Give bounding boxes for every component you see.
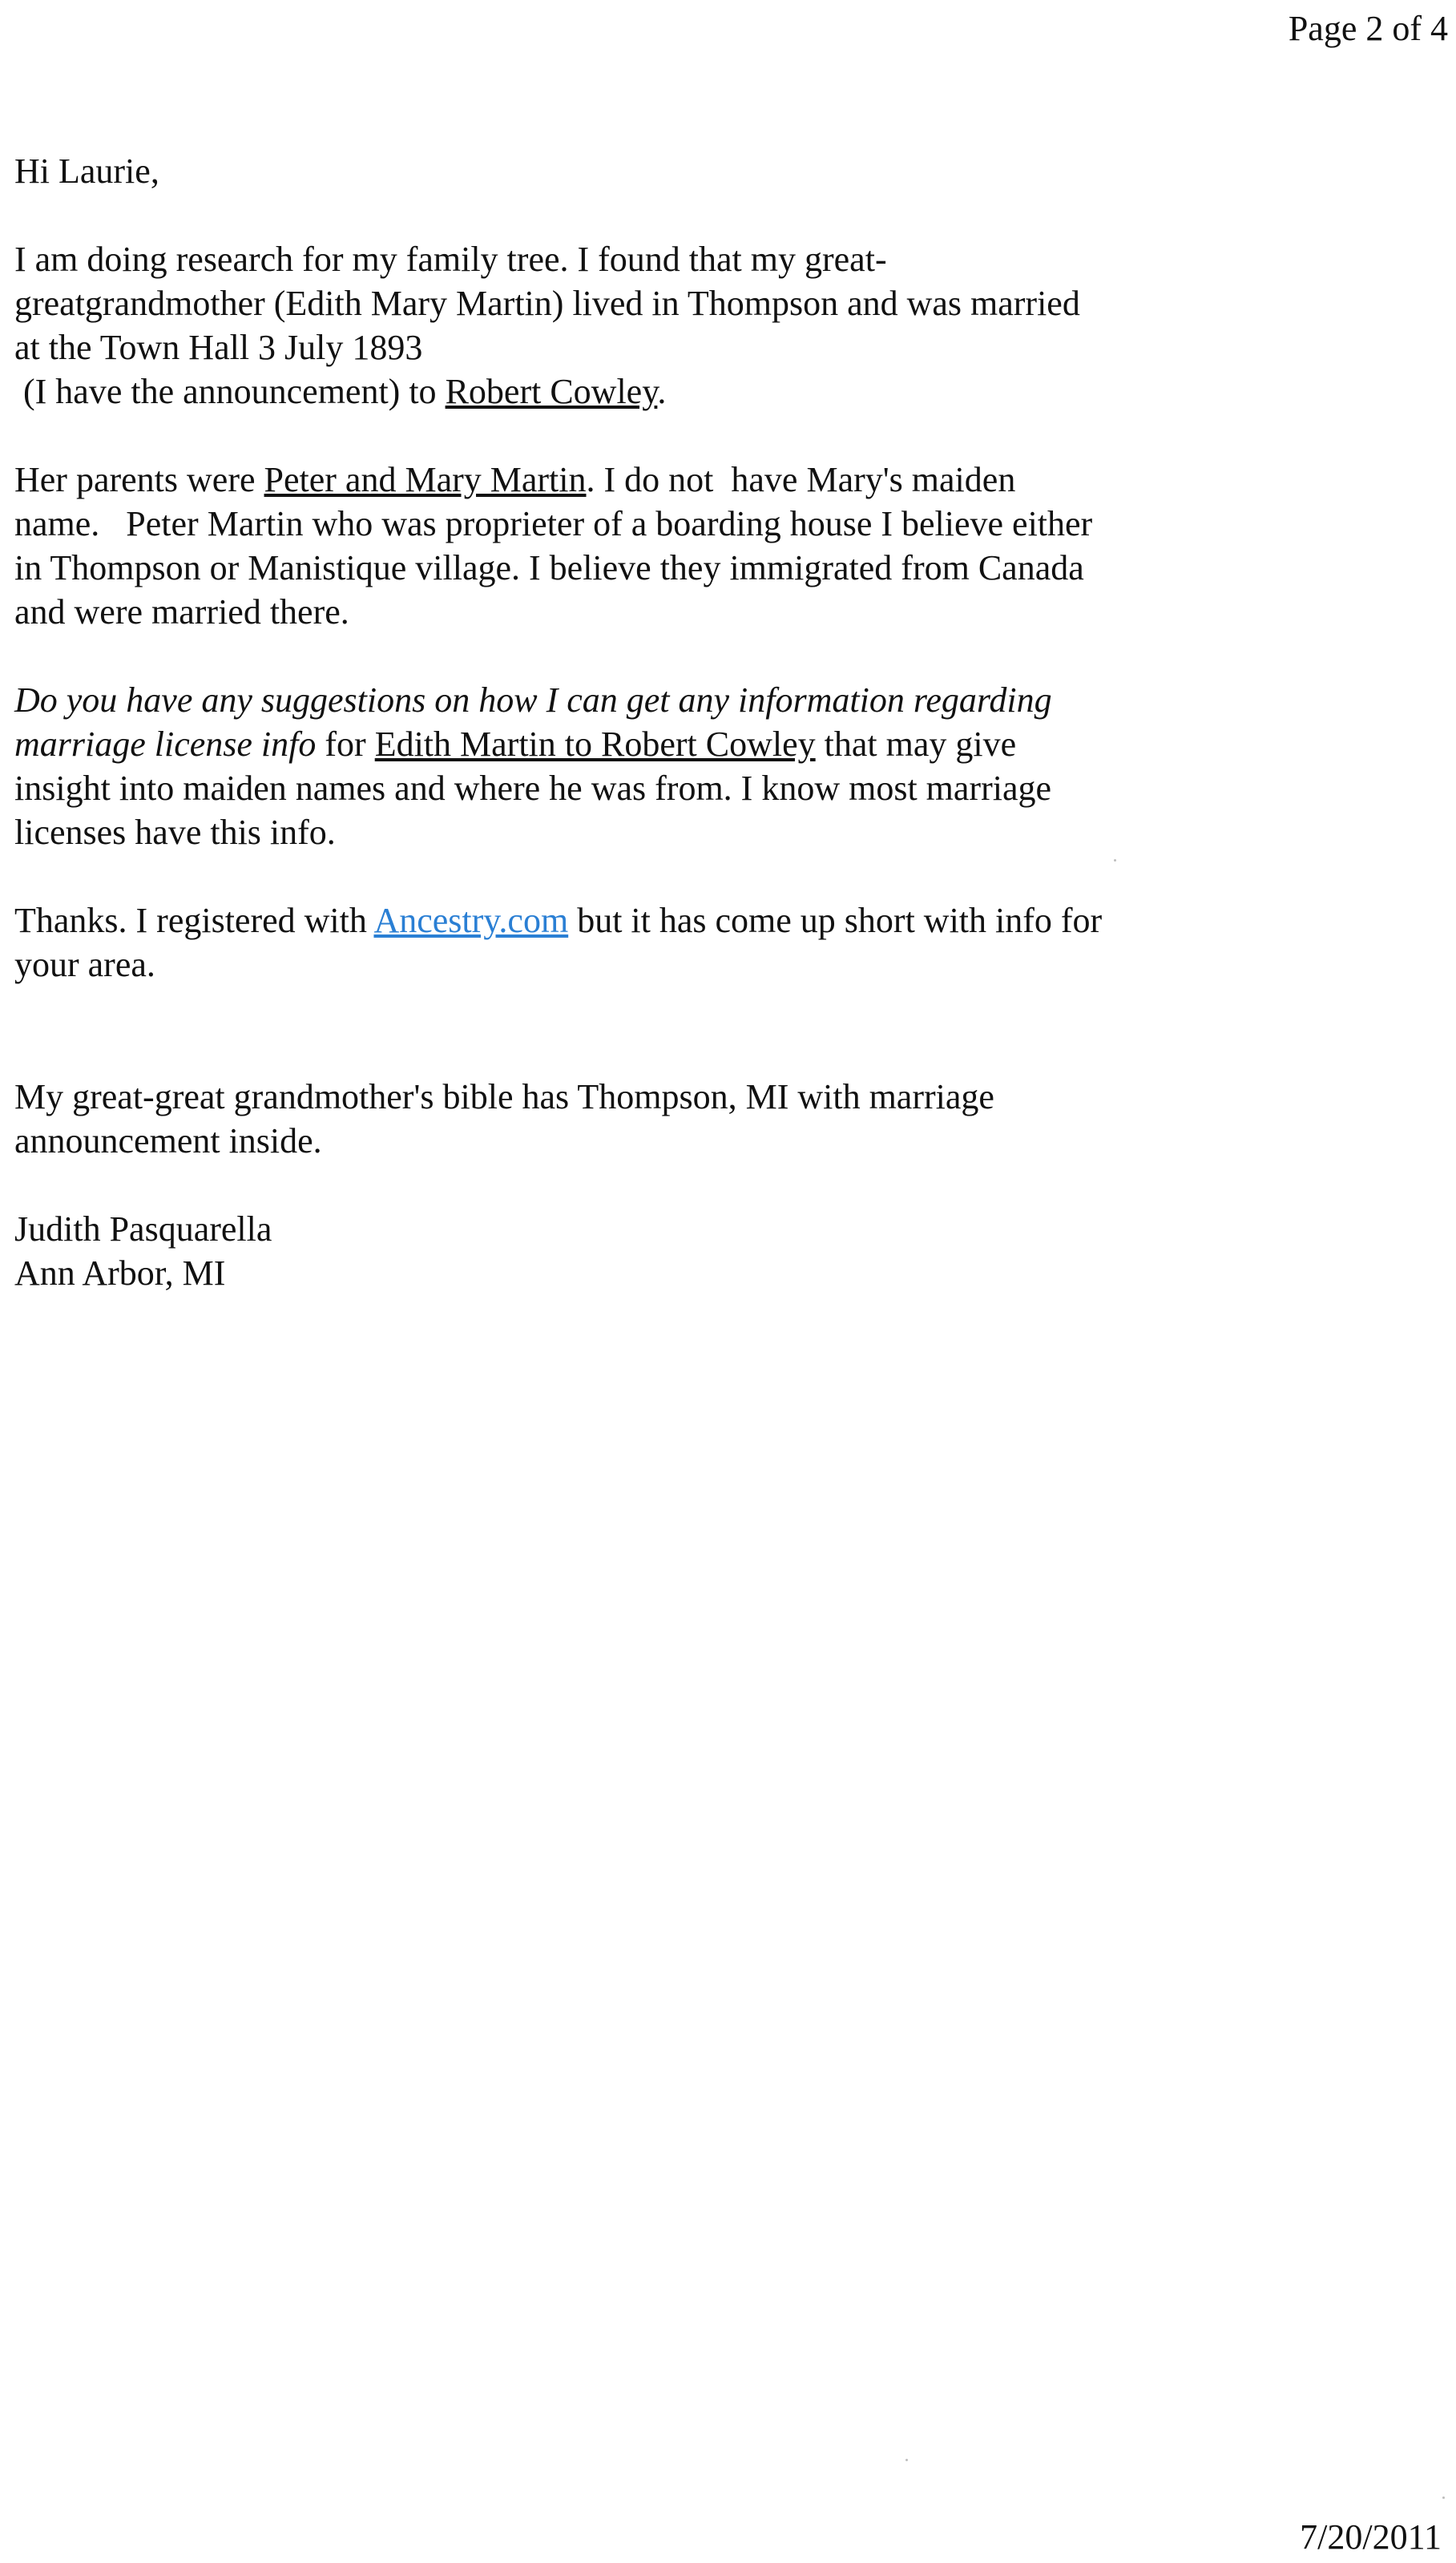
greeting — [14, 149, 1297, 193]
parents-suffix: . I do not have Mary's maiden — [586, 460, 1016, 499]
paragraph-question-line-1: Do you have any suggestions on how I can get any information regarding — [14, 680, 1052, 720]
ancestry-link[interactable]: Ancestry.com — [373, 901, 569, 940]
marriage-license-italic: marriage license info — [14, 725, 317, 764]
paragraph-parents-line-4: and were married there. — [14, 592, 349, 632]
paragraph-parents-line-1 — [14, 458, 1297, 502]
paragraph-research-line-1: I am doing research for my family tree. I found that my great- — [14, 240, 887, 279]
paragraph-question-line-4: licenses have this info. — [14, 813, 336, 852]
parents-names-underlined: Peter and Mary Martin — [264, 460, 587, 499]
paragraph-bible-line-1: My great-great grandmother's bible has Thompson, MI with marriage — [14, 1077, 994, 1116]
scan-speck — [905, 2459, 908, 2461]
paragraph-research-line-4 — [14, 369, 1297, 414]
paragraph-bible-line-2: announcement inside. — [14, 1121, 322, 1160]
signature-location: Ann Arbor, MI — [14, 1253, 226, 1293]
paragraph-thanks-line-1 — [14, 898, 1297, 942]
paragraph-thanks-line-2: your area. — [14, 945, 155, 984]
paragraph-thanks — [14, 898, 1297, 987]
thanks-suffix: but it has come up short with info for — [568, 901, 1103, 940]
paragraph-research-line-2: greatgrandmother (Edith Mary Martin) lived in Thompson and was married — [14, 284, 1080, 323]
scan-speck — [1114, 859, 1116, 862]
may-give-text: that may give — [815, 725, 1017, 764]
parents-intro: Her parents were — [14, 460, 264, 499]
announcement-text: (I have the announcement) to — [14, 372, 446, 411]
paragraph-question-line-3: insight into maiden names and where he was from. I know most marriage — [14, 769, 1052, 808]
signature-block — [14, 1207, 1297, 1295]
footer-date: 7/20/2011 — [1300, 2517, 1442, 2557]
letter-body — [14, 149, 1297, 1339]
signature-name: Judith Pasquarella — [14, 1209, 272, 1249]
page-number: Page 2 of 4 — [1288, 9, 1448, 48]
paragraph-parents-line-2: name. Peter Martin who was proprieter of a boarding house I believe either — [14, 504, 1093, 543]
paragraph-parents — [14, 458, 1297, 634]
paragraph-question-line-2 — [14, 722, 1297, 766]
for-text: for — [316, 725, 375, 764]
couple-names-underlined: Edith Martin to Robert Cowley — [374, 725, 816, 764]
robert-cowley-underlined: Robert Cowley — [445, 372, 658, 411]
paragraph-question — [14, 678, 1297, 854]
paragraph-bible — [14, 1075, 1297, 1163]
period: . — [657, 372, 667, 411]
greeting-text: Hi Laurie, — [14, 151, 159, 191]
paragraph-research-line-3: at the Town Hall 3 July 1893 — [14, 328, 423, 367]
thanks-intro: Thanks. I registered with — [14, 901, 374, 940]
paragraph-parents-line-3: in Thompson or Manistique village. I believe they immigrated from Canada — [14, 548, 1084, 587]
paragraph-research — [14, 237, 1297, 414]
scan-speck — [1442, 2496, 1445, 2499]
